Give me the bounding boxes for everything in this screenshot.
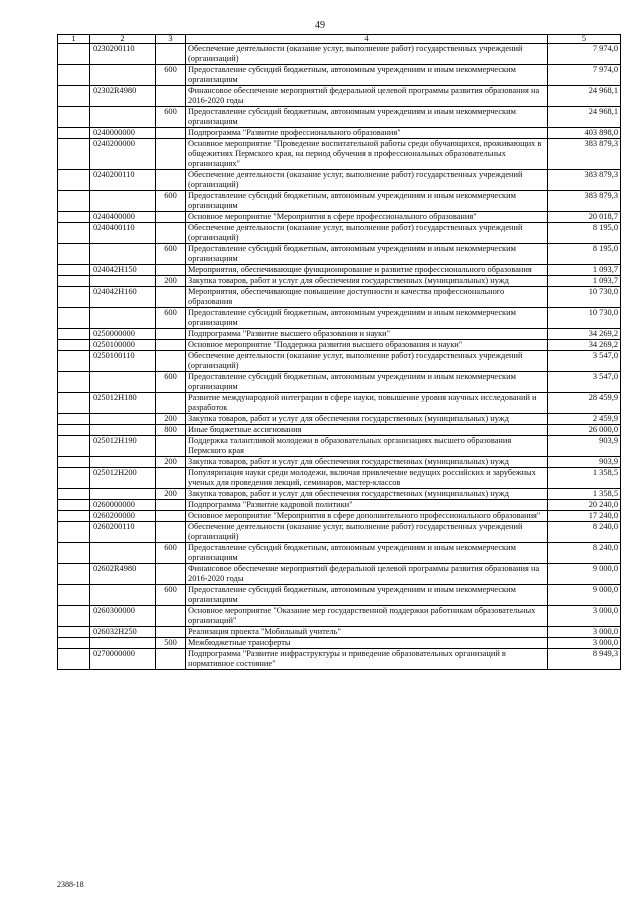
table-row [58,372,621,393]
expense-type-cell: 600 [156,585,186,606]
row-index-cell [58,287,90,308]
row-index-cell [58,86,90,107]
row-index-cell [58,436,90,457]
row-index-cell [58,564,90,585]
table-row [58,128,621,139]
classification-code-cell [90,457,156,468]
amount-cell: 383 879,3 [548,170,621,191]
amount-cell: 26 000,0 [548,425,621,436]
item-name-cell: Предоставление субсидий бюджетным, автономным учреждениям и иным некоммерческим организациям [186,65,548,86]
table-row [58,425,621,436]
amount-cell: 2 459,9 [548,414,621,425]
item-name-cell: Предоставление субсидий бюджетным, автономным учреждениям и иным некоммерческим организациям [186,107,548,128]
amount-cell: 8 195,0 [548,223,621,244]
classification-code-cell: 0240000000 [90,128,156,139]
expense-type-cell [156,265,186,276]
column-header: 5 [548,35,621,44]
row-index-cell [58,543,90,564]
table-row [58,414,621,425]
expense-type-cell [156,329,186,340]
budget-table [57,34,621,670]
classification-code-cell [90,191,156,212]
item-name-cell: Закупка товаров, работ и услуг для обеспечения государственных (муниципальных) нужд [186,414,548,425]
amount-cell: 8 240,0 [548,543,621,564]
expense-type-cell [156,139,186,170]
row-index-cell [58,340,90,351]
amount-cell: 3 547,0 [548,351,621,372]
table-row [58,265,621,276]
item-name-cell: Финансовое обеспечение мероприятий федеральной целевой программы развития образования на 2016-2020 годы [186,86,548,107]
classification-code-cell: 025012Н190 [90,436,156,457]
classification-code-cell: 0240400000 [90,212,156,223]
classification-code-cell [90,414,156,425]
classification-code-cell: 0240200110 [90,170,156,191]
classification-code-cell: 0270000000 [90,649,156,670]
row-index-cell [58,627,90,638]
amount-cell: 28 459,9 [548,393,621,414]
classification-code-cell: 02302R4980 [90,86,156,107]
amount-cell: 20 240,0 [548,500,621,511]
classification-code-cell: 0240200000 [90,139,156,170]
item-name-cell: Предоставление субсидий бюджетным, автономным учреждениям и иным некоммерческим организациям [186,585,548,606]
row-index-cell [58,44,90,65]
classification-code-cell: 0250000000 [90,329,156,340]
amount-cell: 34 269,2 [548,329,621,340]
footer-document-code: 2388-18 [57,880,84,889]
amount-cell: 8 949,3 [548,649,621,670]
row-index-cell [58,489,90,500]
expense-type-cell [156,522,186,543]
expense-type-cell [156,44,186,65]
item-name-cell: Мероприятия, обеспечивающие функционирование и развитие профессионального образования [186,265,548,276]
item-name-cell: Закупка товаров, работ и услуг для обеспечения государственных (муниципальных) нужд [186,276,548,287]
classification-code-cell: 025012Н200 [90,468,156,489]
page-number: 49 [315,20,325,31]
classification-code-cell: 026032Н250 [90,627,156,638]
expense-type-cell: 600 [156,372,186,393]
expense-type-cell: 200 [156,457,186,468]
amount-cell: 3 000,0 [548,627,621,638]
amount-cell: 1 093,7 [548,265,621,276]
table-row [58,564,621,585]
expense-type-cell [156,468,186,489]
table-row [58,638,621,649]
item-name-cell: Поддержка талантливой молодежи в образовательных организациях высшего образования Пермского края [186,436,548,457]
column-header: 4 [186,35,548,44]
expense-type-cell [156,340,186,351]
item-name-cell: Основное мероприятие "Проведение воспитательной работы среди обучающихся, проживающих в общежитиях Пермского края, на период обучения в профессиональных образовательных организациях" [186,139,548,170]
amount-cell: 403 898,0 [548,128,621,139]
row-index-cell [58,244,90,265]
classification-code-cell [90,65,156,86]
expense-type-cell [156,223,186,244]
row-index-cell [58,65,90,86]
item-name-cell: Финансовое обеспечение мероприятий федеральной целевой программы развития образования на 2016-2020 годы [186,564,548,585]
expense-type-cell [156,287,186,308]
table-row [58,500,621,511]
item-name-cell: Обеспечение деятельности (оказание услуг, выполнение работ) государственных учреждений (организаций) [186,44,548,65]
expense-type-cell: 600 [156,191,186,212]
table-row [58,191,621,212]
amount-cell: 903,9 [548,457,621,468]
item-name-cell: Обеспечение деятельности (оказание услуг, выполнение работ) государственных учреждений (организаций) [186,170,548,191]
amount-cell: 383 879,3 [548,139,621,170]
amount-cell: 903,9 [548,436,621,457]
row-index-cell [58,139,90,170]
row-index-cell [58,223,90,244]
expense-type-cell [156,128,186,139]
column-header-row [58,35,621,44]
row-index-cell [58,308,90,329]
table-row [58,436,621,457]
row-index-cell [58,638,90,649]
item-name-cell: Обеспечение деятельности (оказание услуг, выполнение работ) государственных учреждений (организаций) [186,351,548,372]
classification-code-cell [90,585,156,606]
item-name-cell: Закупка товаров, работ и услуг для обеспечения государственных (муниципальных) нужд [186,489,548,500]
item-name-cell: Мероприятия, обеспечивающие повышение доступности и качества профессионального образования [186,287,548,308]
item-name-cell: Основное мероприятие "Мероприятия в сфере профессионального образования" [186,212,548,223]
amount-cell: 1 358,5 [548,468,621,489]
row-index-cell [58,329,90,340]
classification-code-cell: 0260300000 [90,606,156,627]
table-row [58,627,621,638]
classification-code-cell: 0260200110 [90,522,156,543]
amount-cell: 383 879,3 [548,191,621,212]
item-name-cell: Основное мероприятие "Мероприятия в сфере дополнительного профессионального образования" [186,511,548,522]
table-row [58,65,621,86]
budget-table-body [58,35,621,670]
amount-cell: 34 269,2 [548,340,621,351]
row-index-cell [58,500,90,511]
amount-cell: 17 240,0 [548,511,621,522]
table-row [58,86,621,107]
expense-type-cell: 200 [156,276,186,287]
amount-cell: 10 730,0 [548,287,621,308]
row-index-cell [58,585,90,606]
row-index-cell [58,425,90,436]
column-header: 2 [90,35,156,44]
amount-cell: 1 093,7 [548,276,621,287]
row-index-cell [58,265,90,276]
amount-cell: 9 000,0 [548,564,621,585]
row-index-cell [58,511,90,522]
item-name-cell: Обеспечение деятельности (оказание услуг, выполнение работ) государственных учреждений (организаций) [186,223,548,244]
row-index-cell [58,468,90,489]
amount-cell: 8 240,0 [548,522,621,543]
row-index-cell [58,457,90,468]
item-name-cell: Обеспечение деятельности (оказание услуг, выполнение работ) государственных учреждений (организаций) [186,522,548,543]
table-row [58,606,621,627]
item-name-cell: Закупка товаров, работ и услуг для обеспечения государственных (муниципальных) нужд [186,457,548,468]
expense-type-cell: 500 [156,638,186,649]
expense-type-cell [156,511,186,522]
classification-code-cell [90,244,156,265]
amount-cell: 7 974,0 [548,65,621,86]
expense-type-cell: 600 [156,308,186,329]
classification-code-cell: 024042Н150 [90,265,156,276]
table-row [58,287,621,308]
expense-type-cell [156,649,186,670]
classification-code-cell: 0230200110 [90,44,156,65]
amount-cell: 3 000,0 [548,638,621,649]
item-name-cell: Предоставление субсидий бюджетным, автономным учреждениям и иным некоммерческим организациям [186,244,548,265]
item-name-cell: Предоставление субсидий бюджетным, автономным учреждениям и иным некоммерческим организациям [186,308,548,329]
table-row [58,308,621,329]
expense-type-cell [156,627,186,638]
expense-type-cell: 800 [156,425,186,436]
item-name-cell: Подпрограмма "Развитие профессионального образования" [186,128,548,139]
row-index-cell [58,649,90,670]
classification-code-cell [90,308,156,329]
item-name-cell: Реализация проекта "Мобильный учитель" [186,627,548,638]
row-index-cell [58,276,90,287]
item-name-cell: Популяризация науки среди молодежи, включая привлечение ведущих российских и зарубежных ученых для проведения лекций, семинаров, мастер-классов [186,468,548,489]
item-name-cell: Развитие международной интеграции в сфере науки, повышение уровня научных исследований и разработок [186,393,548,414]
expense-type-cell: 600 [156,107,186,128]
table-row [58,139,621,170]
expense-type-cell [156,393,186,414]
column-header: 3 [156,35,186,44]
table-row [58,457,621,468]
amount-cell: 7 974,0 [548,44,621,65]
item-name-cell: Предоставление субсидий бюджетным, автономным учреждениям и иным некоммерческим организациям [186,543,548,564]
amount-cell: 20 018,7 [548,212,621,223]
table-row [58,351,621,372]
item-name-cell: Предоставление субсидий бюджетным, автономным учреждениям и иным некоммерческим организациям [186,191,548,212]
expense-type-cell: 600 [156,65,186,86]
classification-code-cell [90,543,156,564]
item-name-cell: Подпрограмма "Развитие высшего образования и науки" [186,329,548,340]
row-index-cell [58,414,90,425]
table-row [58,44,621,65]
table-row [58,107,621,128]
classification-code-cell [90,372,156,393]
row-index-cell [58,372,90,393]
expense-type-cell: 600 [156,244,186,265]
table-row [58,340,621,351]
table-row [58,543,621,564]
row-index-cell [58,128,90,139]
table-row [58,511,621,522]
row-index-cell [58,212,90,223]
expense-type-cell [156,436,186,457]
classification-code-cell [90,425,156,436]
item-name-cell: Подпрограмма "Развитие инфраструктуры и приведение образовательных организаций в нормативное состояние" [186,649,548,670]
expense-type-cell: 200 [156,414,186,425]
classification-code-cell [90,638,156,649]
table-row [58,649,621,670]
classification-code-cell: 02602R4980 [90,564,156,585]
classification-code-cell: 024042Н160 [90,287,156,308]
item-name-cell: Предоставление субсидий бюджетным, автономным учреждениям и иным некоммерческим организациям [186,372,548,393]
row-index-cell [58,191,90,212]
classification-code-cell: 0260200000 [90,511,156,522]
item-name-cell: Подпрограмма "Развитие кадровой политики" [186,500,548,511]
classification-code-cell [90,489,156,500]
classification-code-cell: 0250100000 [90,340,156,351]
expense-type-cell [156,86,186,107]
table-row [58,244,621,265]
expense-type-cell [156,606,186,627]
column-header: 1 [58,35,90,44]
classification-code-cell [90,107,156,128]
table-row [58,223,621,244]
classification-code-cell: 025012Н180 [90,393,156,414]
amount-cell: 1 358,5 [548,489,621,500]
row-index-cell [58,606,90,627]
item-name-cell: Основное мероприятие "Оказание мер государственной поддержки работникам образовательных организаций" [186,606,548,627]
amount-cell: 3 000,0 [548,606,621,627]
table-row [58,212,621,223]
table-row [58,276,621,287]
table-row [58,393,621,414]
expense-type-cell: 200 [156,489,186,500]
expense-type-cell [156,500,186,511]
item-name-cell: Основное мероприятие "Поддержка развития высшего образования и науки" [186,340,548,351]
table-row [58,170,621,191]
classification-code-cell [90,276,156,287]
classification-code-cell: 0250100110 [90,351,156,372]
classification-code-cell: 0240400110 [90,223,156,244]
amount-cell: 24 968,1 [548,86,621,107]
item-name-cell: Межбюджетные трансферты [186,638,548,649]
amount-cell: 3 547,0 [548,372,621,393]
table-row [58,585,621,606]
expense-type-cell [156,212,186,223]
amount-cell: 24 968,1 [548,107,621,128]
amount-cell: 8 195,0 [548,244,621,265]
expense-type-cell [156,564,186,585]
table-row [58,329,621,340]
item-name-cell: Иные бюджетные ассигнования [186,425,548,436]
amount-cell: 9 000,0 [548,585,621,606]
amount-cell: 10 730,0 [548,308,621,329]
table-row [58,489,621,500]
table-row [58,468,621,489]
expense-type-cell [156,170,186,191]
row-index-cell [58,351,90,372]
table-row [58,522,621,543]
expense-type-cell [156,351,186,372]
row-index-cell [58,522,90,543]
expense-type-cell: 600 [156,543,186,564]
row-index-cell [58,393,90,414]
row-index-cell [58,170,90,191]
classification-code-cell: 0260000000 [90,500,156,511]
row-index-cell [58,107,90,128]
